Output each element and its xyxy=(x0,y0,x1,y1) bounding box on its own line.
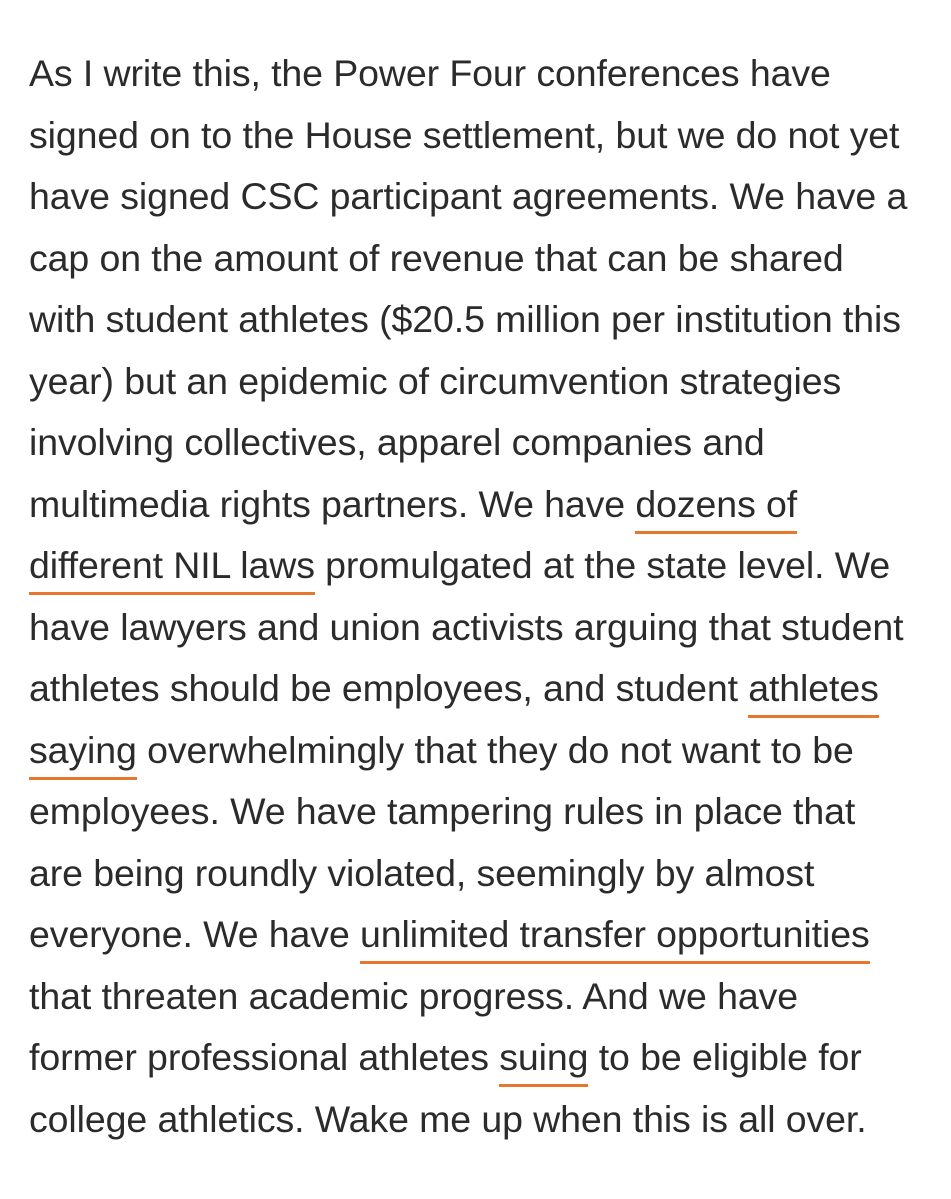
article-line xyxy=(29,43,934,105)
body-text: involving collectives, apparel companies and xyxy=(29,421,765,463)
body-text: athletes should be employees, and student xyxy=(29,667,749,709)
body-text: have signed CSC participant agreements. We have a xyxy=(29,175,908,217)
article-line xyxy=(29,781,934,843)
article-line xyxy=(29,228,934,290)
article-line xyxy=(29,843,934,905)
inline-link[interactable]: dozens of xyxy=(635,483,797,534)
article-line xyxy=(29,535,934,597)
body-text: are being roundly violated, seemingly by almost xyxy=(29,851,815,894)
article-body xyxy=(29,43,934,1150)
article-line xyxy=(29,658,934,720)
inline-link[interactable]: unlimited transfer opportunities xyxy=(360,913,870,964)
article-line xyxy=(29,412,934,474)
article-line xyxy=(29,966,934,1028)
article-line xyxy=(29,166,934,228)
body-text: As I write this, the Power Four conferences have xyxy=(29,52,831,94)
body-text: college athletics. Wake me up when this is all over. xyxy=(29,1097,867,1140)
inline-link[interactable]: athletes xyxy=(748,667,879,718)
article-line xyxy=(29,597,934,659)
body-text: overwhelmingly that they do not want to be xyxy=(136,728,854,771)
inline-link[interactable]: suing xyxy=(499,1036,588,1087)
body-text: signed on to the House settlement, but we do not yet xyxy=(29,113,900,156)
article-line xyxy=(29,289,934,351)
article-line xyxy=(29,351,934,413)
body-text: have lawyers and union activists arguing that student xyxy=(29,605,904,648)
body-text: former professional athletes xyxy=(29,1036,500,1078)
article-line xyxy=(29,1089,934,1151)
inline-link[interactable]: different NIL laws xyxy=(29,544,315,595)
body-text: promulgated at the state level. We xyxy=(314,544,891,586)
body-text: year) but an epidemic of circumvention strategies xyxy=(29,359,842,402)
body-text: multimedia rights partners. We have xyxy=(29,482,636,525)
article-line xyxy=(29,904,934,966)
body-text: cap on the amount of revenue that can be shared xyxy=(29,236,844,279)
body-text: to be eligible for xyxy=(588,1036,862,1078)
body-text: with student athletes ($20.5 million per institution this xyxy=(29,298,901,340)
inline-link[interactable]: saying xyxy=(29,729,137,780)
body-text: that threaten academic progress. And we have xyxy=(29,974,798,1017)
body-text: everyone. We have xyxy=(29,913,361,955)
article-line xyxy=(29,1027,934,1089)
article-line xyxy=(29,720,934,782)
article-line xyxy=(29,105,934,167)
article-line xyxy=(29,474,934,536)
body-text: employees. We have tampering rules in place that xyxy=(29,790,856,832)
